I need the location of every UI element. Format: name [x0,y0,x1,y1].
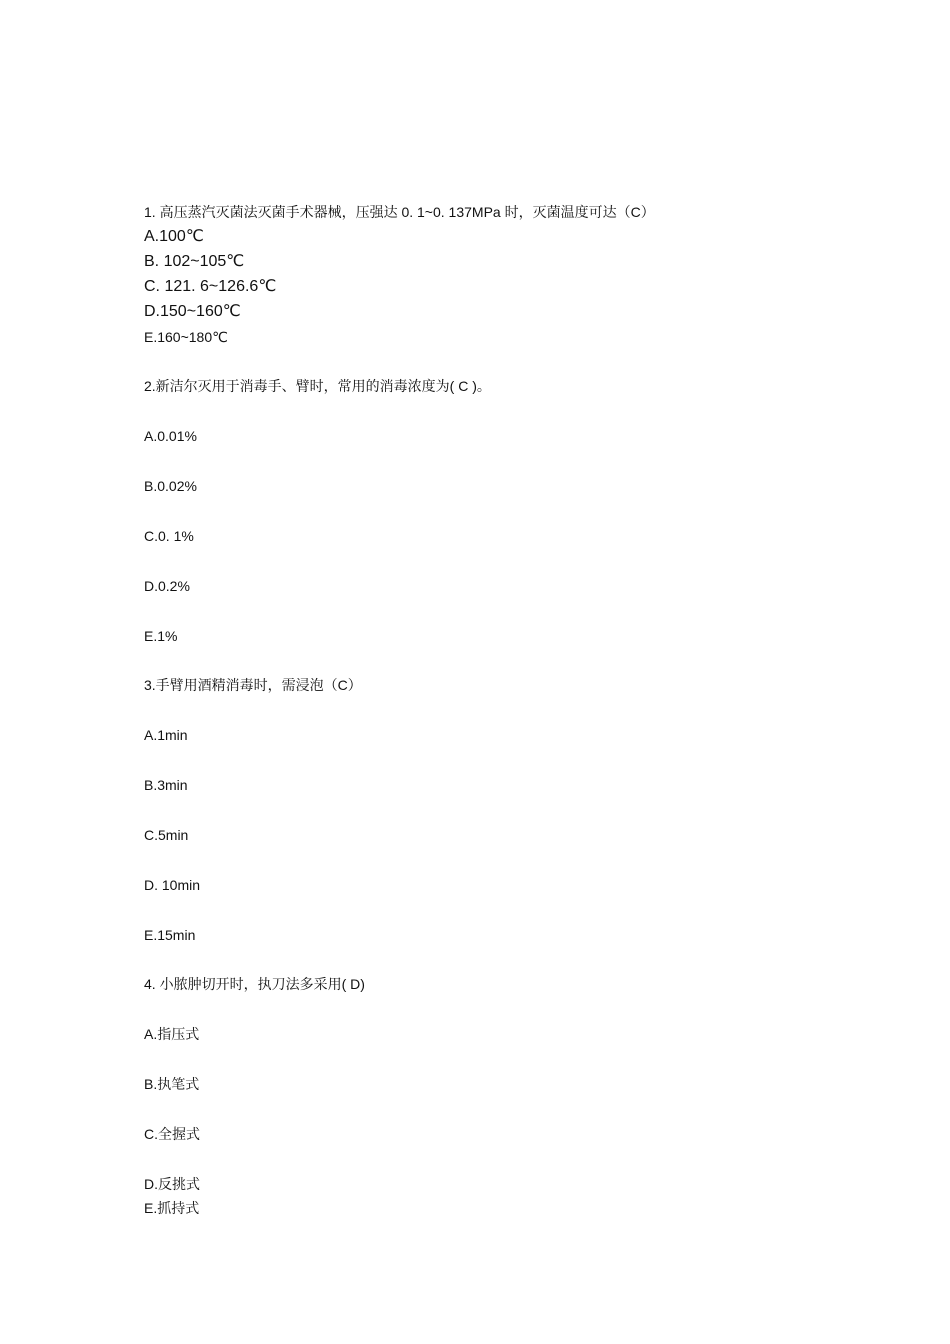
question-2-option-a: A.0.01% [144,428,197,444]
question-3-option-a: A.1min [144,727,188,743]
question-4-option-e: E.抓持式 [144,1200,200,1216]
question-1-option-b: B. 102~105℃ [144,253,245,270]
question-1-stem: 1. 高压蒸汽灭菌法灭菌手术器械，压强达 0. 1~0. 137MPa 时，灭菌温度可达（C） [144,204,655,220]
question-2-option-b: B.0.02% [144,478,197,494]
question-4-stem: 4. 小脓肿切开时，执刀法多采用( D) [144,976,365,992]
question-3-option-d: D. 10min [144,877,201,893]
question-4-option-c: C.全握式 [144,1126,200,1142]
question-3-option-b: B.3min [144,777,188,793]
question-2-option-c: C.0. 1% [144,528,194,544]
question-3-option-e: E.15min [144,927,196,943]
question-4-option-d: D.反挑式 [144,1176,200,1192]
question-2-option-e: E.1% [144,628,178,644]
question-4-option-a: A.指压式 [144,1026,200,1042]
question-1-option-c: C. 121. 6~126.6℃ [144,278,277,295]
question-1-option-a: A.100℃ [144,228,204,245]
question-2-stem: 2.新洁尔灭用于消毒手、臂时，常用的消毒浓度为( C )。 [144,378,491,394]
question-3-option-c: C.5min [144,827,189,843]
question-3-stem: 3.手臂用酒精消毒时，需浸泡（C） [144,677,362,693]
question-2-option-d: D.0.2% [144,578,190,594]
question-4-option-b: B.执笔式 [144,1076,200,1092]
question-1-option-e: E.160~180℃ [144,329,228,345]
question-1-option-d: D.150~160℃ [144,303,241,320]
